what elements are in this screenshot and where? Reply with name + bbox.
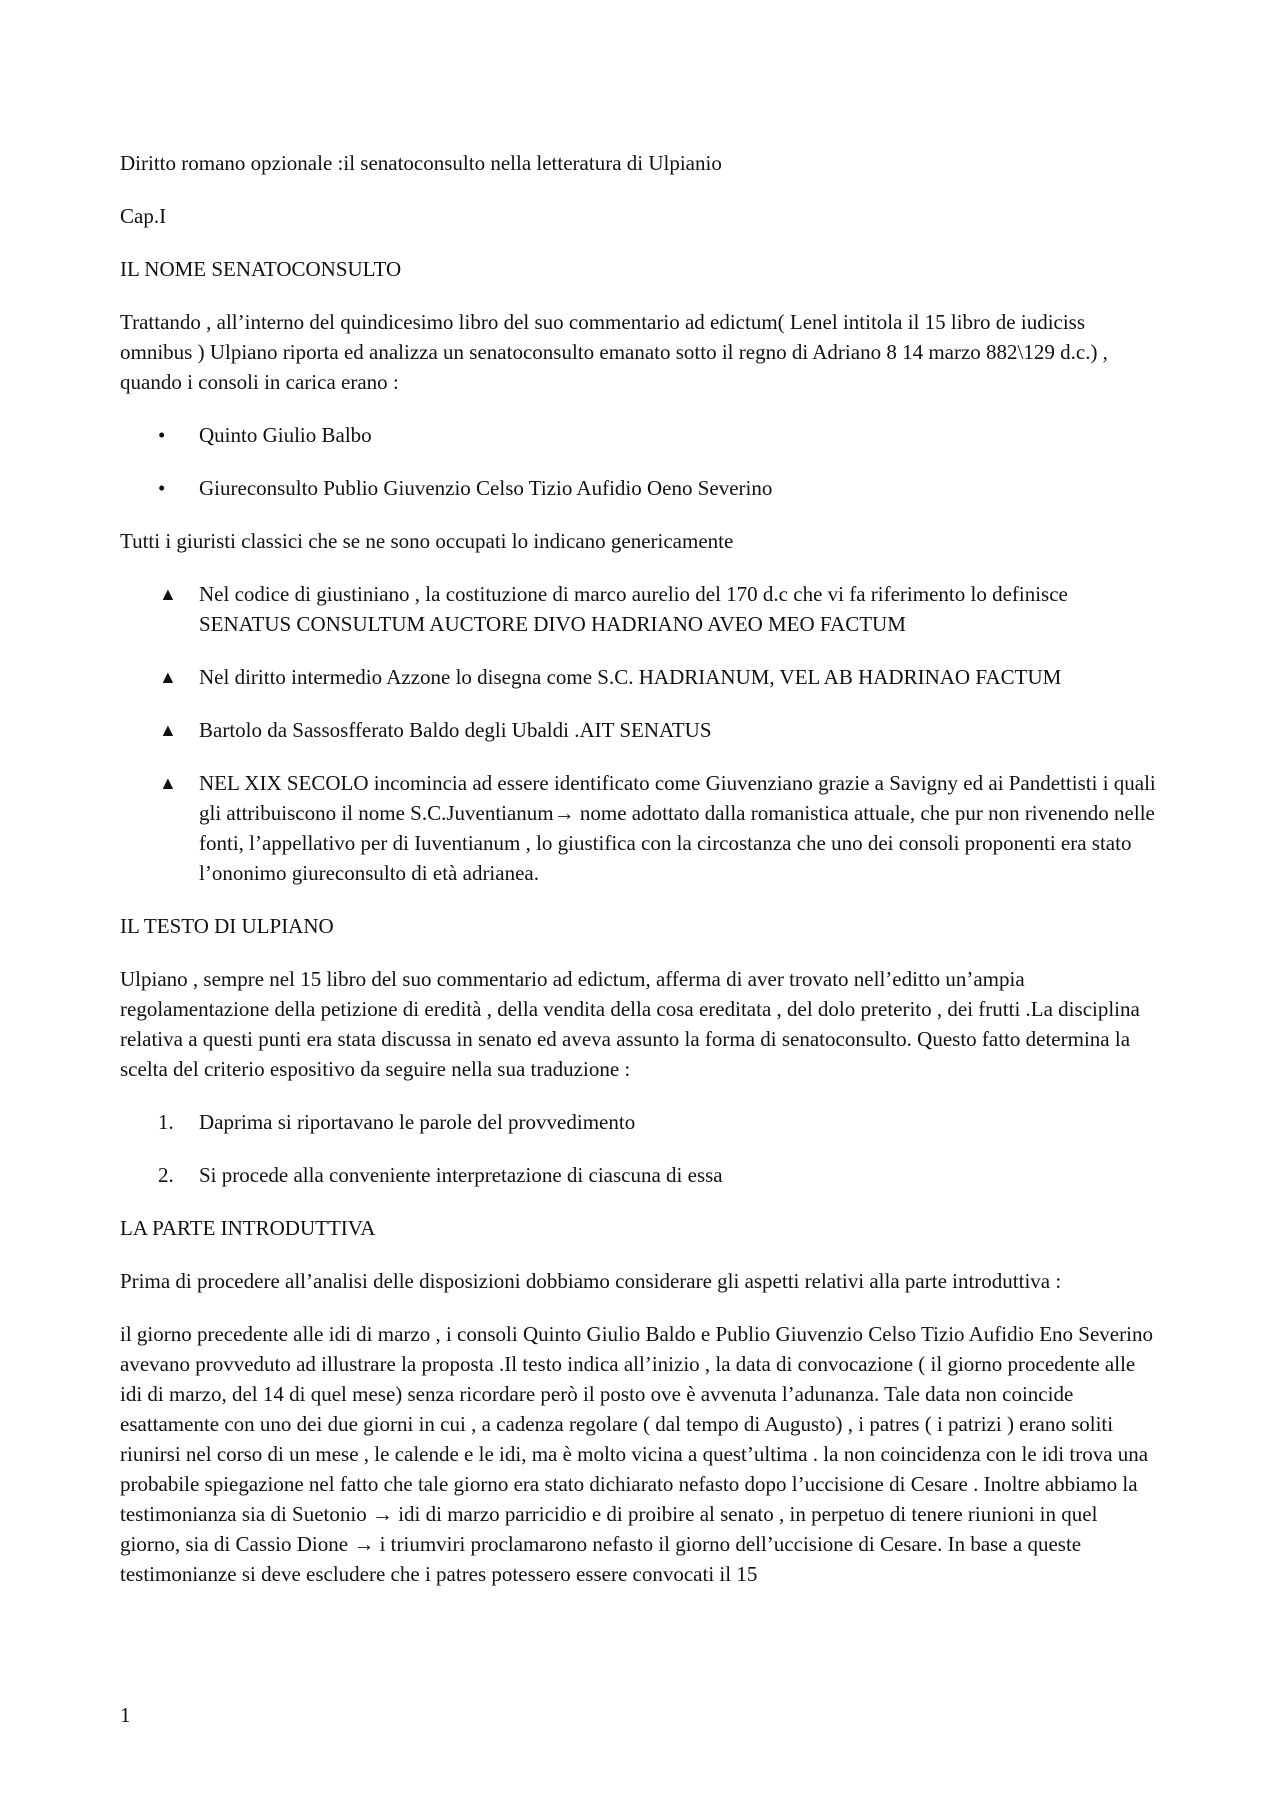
- document-body: [120, 148, 1160, 1612]
- bullet-icon: •: [158, 476, 166, 500]
- list-item-text: Bartolo da Sassosfferato Baldo degli Ubaldi .AIT SENATUS: [199, 718, 712, 742]
- list-number: 1.: [158, 1110, 174, 1134]
- page-number: 1: [120, 1703, 131, 1727]
- consuls-list: [120, 420, 1160, 503]
- list-item-text: Daprima si riportavano le parole del provvedimento: [199, 1110, 636, 1134]
- naming-list: [120, 579, 1160, 888]
- list-item: [120, 768, 1160, 888]
- list-number: 2.: [158, 1163, 174, 1187]
- list-item: [120, 473, 1160, 503]
- paragraph-ulpiano: Ulpiano , sempre nel 15 libro del suo commentario ad edictum, afferma di aver trovato nell’editto un’ampia regolamentazione della petizione di eredità , della vendita della cosa ereditata , del dolo preterito , dei frutti .La disciplina relativa a questi punti era stata discussa in senato ed aveva assunto la forma di senatoconsulto. Questo fatto determina la scelta del criterio espositivo da seguire nella sua traduzione :: [120, 967, 1140, 1081]
- triangle-bullet-icon: ▲: [159, 720, 177, 740]
- list-item: [120, 715, 1160, 745]
- list-item: [120, 420, 1160, 450]
- steps-list: [120, 1107, 1160, 1190]
- section-heading-nome: IL NOME SENATOCONSULTO: [120, 257, 402, 281]
- list-item: [120, 1160, 1160, 1190]
- bullet-icon: •: [158, 423, 166, 447]
- list-item-text: Nel codice di giustiniano , la costituzione di marco aurelio del 170 d.c che vi fa riferimento lo definisce SENATUS CONSULTUM AUCTORE DIVO HADRIANO AVEO MEO FACTUM: [199, 582, 1068, 636]
- triangle-bullet-icon: ▲: [159, 773, 177, 793]
- section-heading-introduttiva: LA PARTE INTRODUTTIVA: [120, 1216, 376, 1240]
- triangle-bullet-icon: ▲: [159, 667, 177, 687]
- list-item-text: Si procede alla conveniente interpretazione di ciascuna di essa: [199, 1163, 723, 1187]
- section-heading-testo: IL TESTO DI ULPIANO: [120, 914, 334, 938]
- list-item-text: Quinto Giulio Balbo: [199, 423, 372, 447]
- document-title: Diritto romano opzionale :il senatoconsulto nella letteratura di Ulpianio: [120, 151, 722, 175]
- triangle-bullet-icon: ▲: [159, 584, 177, 604]
- list-item-text: Nel diritto intermedio Azzone lo disegna come S.C. HADRIANUM, VEL AB HADRINAO FACTUM: [199, 665, 1062, 689]
- list-item-text: Giureconsulto Publio Giuvenzio Celso Tizio Aufidio Oeno Severino: [199, 476, 773, 500]
- paragraph-intro: Trattando , all’interno del quindicesimo libro del suo commentario ad edictum( Lenel intitola il 15 libro de iudiciss omnibus ) Ulpiano riporta ed analizza un senatoconsulto emanato sotto il regno di Adriano 8 14 marzo 882\129 d.c.) , quando i consoli in carica erano :: [120, 310, 1108, 394]
- list-item: [120, 579, 1160, 639]
- list-item-text: NEL XIX SECOLO incomincia ad essere identificato come Giuvenziano grazie a Savigny ed ai Pandettisti i quali gli attribuiscono il nome S.C.Juventianum→ nome adottato dalla romanistica attuale, che pur non rivenendo nelle fonti, l’appellativo per di Iuventianum , lo giustifica con la circostanza che uno dei consoli proponenti era stato l’ononimo giureconsulto di età adrianea.: [199, 771, 1156, 885]
- paragraph-idi-di-marzo: il giorno precedente alle idi di marzo , i consoli Quinto Giulio Baldo e Publio Giuvenzio Celso Tizio Aufidio Eno Severino avevano provveduto ad illustrare la proposta .Il testo indica all’inizio , la data di convocazione ( il giorno procedente alle idi di marzo, del 14 di quel mese) senza ricordare però il posto ove è avvenuta l’adunanza. Tale data non coincide esattamente con uno dei due giorni in cui , a cadenza regolare ( dal tempo di Augusto) , i patres ( i patrizi ) erano soliti riunirsi nel corso di un mese , le calende e le idi, ma è molto vicina a quest’ultima . la non coincidenza con le idi trova una probabile spiegazione nel fatto che tale giorno era stato dichiarato nefasto dopo l’uccisione di Cesare . Inoltre abbiamo la testimonianza sia di Suetonio → idi di marzo parricidio e di proibire al senato , in perpetuo di tenere riunioni in quel giorno, sia di Cassio Dione → i triumviri proclamarono nefasto il giorno dell’uccisione di Cesare. In base a queste testimonianze si deve escludere che i patres potessero essere convocati il 15: [120, 1322, 1153, 1586]
- paragraph-analisi: Prima di procedere all’analisi delle disposizioni dobbiamo considerare gli aspetti relativi alla parte introduttiva :: [120, 1269, 1062, 1293]
- list-item: [120, 662, 1160, 692]
- chapter-label: Cap.I: [120, 204, 167, 228]
- list-item: [120, 1107, 1160, 1137]
- paragraph-jurists: Tutti i giuristi classici che se ne sono occupati lo indicano genericamente: [120, 529, 734, 553]
